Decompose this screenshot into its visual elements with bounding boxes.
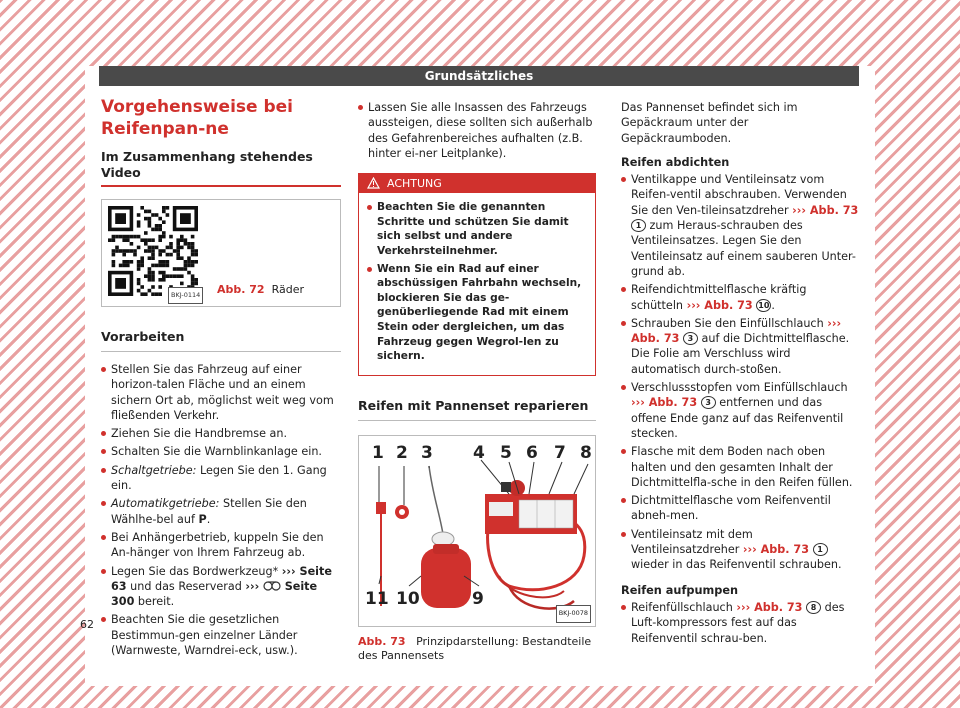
pannenset-illustration [359, 436, 596, 626]
list-item [621, 527, 861, 573]
warning-item: Beachten Sie die genannten Schritte und schützen Sie damit sich selbst und andere Verkehrsteilnehmer. [367, 200, 587, 258]
tools-link[interactable]: ››› Seite 63 [111, 564, 332, 593]
figure-number: 1 [372, 442, 384, 463]
step-text: Reifenfüllschlauch [631, 600, 737, 614]
list-item [101, 463, 341, 494]
callout-number: 3 [701, 396, 716, 409]
step-text: des Luft-kompressors fest auf das Reifenventil schrau-ben. [631, 600, 845, 645]
callout-number: 1 [813, 543, 828, 556]
warning-body [359, 193, 595, 375]
video-heading: Im Zusammenhang stehendes Video [101, 149, 313, 180]
list-item: Schalten Sie die Warnblinkanlage ein. [101, 444, 341, 459]
qr-caption-label: Abb. 72 [217, 283, 265, 296]
list-item: Beachten Sie die gesetzlichen Bestimmun-gen einzelner Länder (Warnweste, Warndrei-eck, usw.). [101, 612, 341, 658]
step-text: Ventileinsatz mit dem Ventileinsatzdreher [631, 527, 753, 557]
figure-link[interactable]: ››› Abb. 73 [736, 600, 803, 614]
list-item [621, 282, 861, 313]
tire-icon [263, 580, 281, 591]
figure-caption [358, 635, 596, 663]
figure-number: 7 [554, 442, 566, 463]
callout-number: 1 [631, 219, 646, 232]
spare-wheel-link[interactable]: Seite 300 [111, 579, 318, 609]
figure-link[interactable]: ››› Abb. 73 [631, 316, 842, 346]
figure-number: 4 [473, 442, 485, 463]
list-item [101, 564, 341, 610]
page-number: 62 [80, 618, 94, 631]
page-title: Vorgehensweise bei Reifenpan-ne [101, 97, 293, 139]
repair-heading: Reifen mit Pannenset reparieren [358, 397, 589, 413]
gear-p: P [198, 512, 207, 526]
warning-header [359, 174, 595, 193]
list-item [621, 316, 861, 377]
auto-text: Stellen Sie den Wählhe-bel auf [111, 497, 307, 526]
warning-box [358, 173, 596, 376]
seal-heading: Reifen abdichten [621, 155, 730, 169]
figure-number: 2 [396, 442, 408, 463]
step-text: zum Heraus-schrauben des Ventileinsatzes. Legen Sie den Ventileinsatz auf einem sauberen Unter-grund ab. [631, 219, 856, 278]
list-item: Ziehen Sie die Handbremse an. [101, 426, 341, 441]
tools-text: und das Reserverad [126, 579, 246, 593]
figure-number: 6 [526, 442, 538, 463]
heading-rule [101, 185, 341, 187]
qr-caption-text: Räder [271, 283, 304, 296]
list-item: Stellen Sie das Fahrzeug auf einer horizon-talen Fläche und an einem sichern Ort ab, möglichst weit weg vom fließenden Verkehr. [101, 362, 341, 423]
figure-number: 8 [580, 442, 592, 463]
step-text: auf die Dichtmittelflasche. Die Folie am Verschluss wird automatisch durch-stoßen. [631, 332, 850, 376]
manual-label: Schaltgetriebe: [111, 463, 197, 477]
prep-rule [101, 351, 341, 352]
figure-number: 3 [421, 442, 433, 463]
figure-number: 11 [365, 588, 389, 609]
step-text: Reifendichtmittelflasche kräftig schütteln [631, 283, 807, 312]
sealant-bottle-icon [421, 548, 471, 608]
step-text: . [771, 298, 775, 312]
qr-code-label: BKJ-0114 [168, 287, 203, 304]
figure-link[interactable]: ››› Abb. 73 [686, 298, 753, 312]
warning-item: Wenn Sie ein Rad auf einer abschüssigen Fahrbahn wechseln, blockieren Sie das ge-genüberliegende Rad mit einem Stein oder dergleichen, um das Fahrzeug gegen Wegrol-len zu sichern. [367, 262, 587, 364]
figure-number: 5 [500, 442, 512, 463]
list-item: Lassen Sie alle Insassen des Fahrzeugs aussteigen, diese sollten sich außerhalb des Gefahrenbereiches aufhalten (z.B. hinter ei-ner Leitplanke). [358, 100, 596, 161]
column-right [621, 100, 861, 649]
video-qr-figure [101, 199, 341, 307]
callout-number: 3 [683, 332, 698, 345]
list-item [621, 600, 861, 646]
section-header: Grundsätzliches [99, 66, 859, 86]
figure-link[interactable]: ››› Abb. 73 [742, 543, 809, 557]
figure-caption-label: Abb. 73 [358, 634, 406, 648]
repair-rule [358, 420, 596, 421]
auto-end: . [206, 512, 211, 526]
figure-link[interactable]: ››› Abb. 73 [792, 203, 859, 217]
list-item [101, 496, 341, 527]
intro-text: Das Pannenset befindet sich im Gepäckraum unter der Gepäckraumboden. [621, 101, 798, 145]
tools-text: Legen Sie das Bordwerkzeug* [111, 564, 282, 578]
figure-code: BKJ-0078 [556, 605, 591, 622]
figure-number: 10 [396, 588, 420, 609]
column-left [101, 96, 341, 661]
step-text: Schrauben Sie den Einfüllschlauch [631, 316, 828, 330]
qr-code-icon[interactable] [108, 206, 198, 296]
figure-number: 9 [472, 588, 484, 609]
step-text: Verschlussstopfen vom Einfüllschlauch [631, 381, 848, 395]
list-item: Bei Anhängerbetrieb, kuppeln Sie den An-hänger von Ihrem Fahrzeug ab. [101, 530, 341, 561]
manual-text: Legen Sie den 1. Gang ein. [111, 463, 327, 493]
figure-link[interactable]: ››› Abb. 73 [631, 396, 698, 410]
warning-title: ACHTUNG [387, 177, 442, 191]
list-item [621, 172, 861, 279]
step-text: Ventilkappe und Ventileinsatz vom Reifen-ventil abschrauben. Verwenden Sie den Ven-tileinsatzdreher [631, 173, 847, 217]
prep-heading: Vorarbeiten [101, 329, 185, 344]
callout-number: 10 [758, 300, 770, 310]
list-item [621, 380, 861, 441]
list-item: Dichtmittelflasche vom Reifenventil abneh-men. [621, 493, 861, 524]
warning-triangle-icon [367, 177, 380, 189]
pannenset-figure [358, 435, 596, 627]
auto-label: Automatikgetriebe: [111, 497, 220, 511]
pump-heading: Reifen aufpumpen [621, 583, 739, 597]
callout-number: 8 [806, 601, 821, 614]
list-item: Flasche mit dem Boden nach oben halten und den gesamten Inhalt der Dichtmittelfla-sche in den Reifen füllen. [621, 444, 861, 490]
figure-caption-text: Prinzipdarstellung: Bestandteile des Pannensets [358, 634, 592, 662]
arrow-ref: ››› [245, 579, 260, 593]
column-middle [358, 100, 596, 663]
step-text: entfernen und das offene Ende ganz auf das Reifenventil stecken. [631, 396, 844, 440]
step-text: wieder in das Reifenventil schrauben. [631, 558, 842, 572]
tools-text: bereit. [134, 595, 175, 609]
qr-caption [217, 282, 304, 297]
